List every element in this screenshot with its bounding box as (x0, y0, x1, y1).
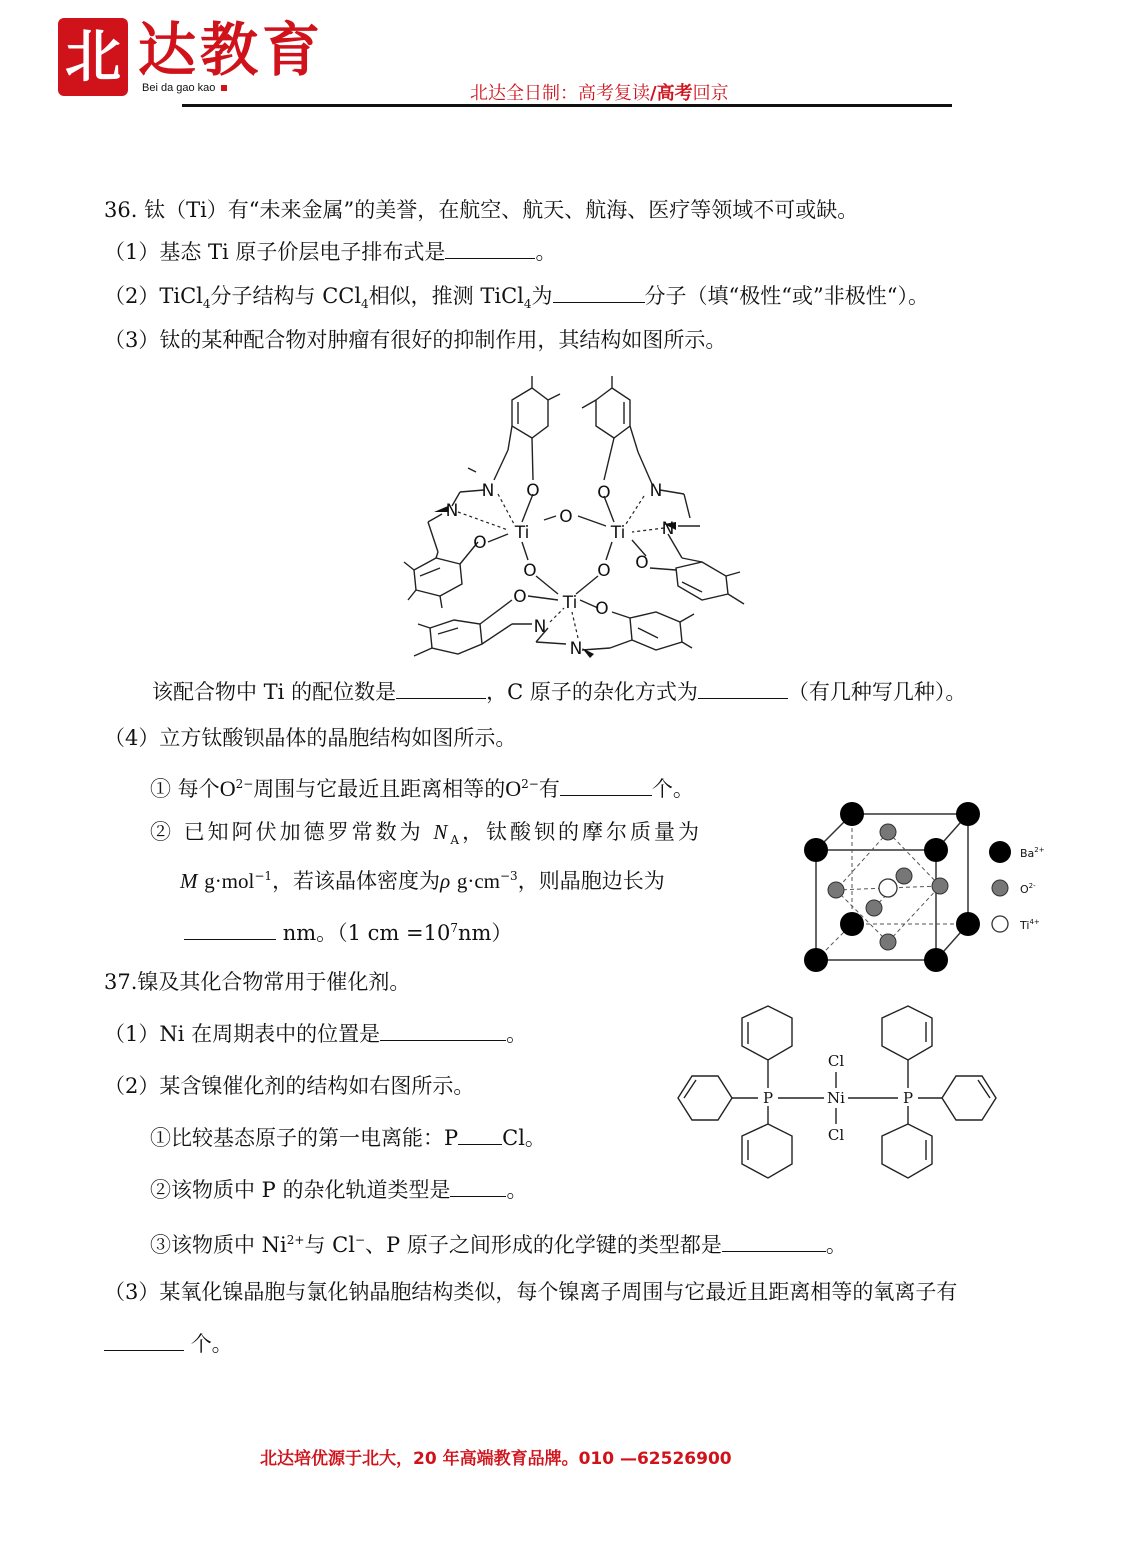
header-slogan: 北达全日制：高考复读/高考回京 (470, 83, 729, 104)
q37-part2-2: ②该物质中 P 的杂化轨道类型是 。 (150, 1178, 528, 1202)
atom-label: O (595, 599, 609, 619)
titanium-ion (879, 879, 897, 897)
atom-p: P (762, 1089, 774, 1107)
barium-titanate-unit-cell (790, 796, 1060, 980)
svg-text:O2-: $O^{2-}$ (1020, 882, 1036, 896)
atom-p: P (902, 1089, 914, 1107)
atom-label: N (661, 519, 675, 539)
atom-label: O (473, 533, 487, 553)
q36-stem: 36. 钛（Ti）有“未来金属”的美誉，在航空、航天、航海、医疗等领域不可或缺。 (104, 198, 859, 222)
q37-part3-answer: 个。 (104, 1330, 233, 1358)
footer-contact: 北达培优源于北大，20 年高端教育品牌。010 —62526900 (260, 1449, 732, 1469)
q36-part3-questions: 该配合物中 Ti 的配位数是 ，C 原子的杂化方式为 （有几种写几种）。 (152, 680, 967, 704)
q36-part4-2b: M g·mol$^{-1}$，若该晶体密度为ρ $g\cdot cm^{-3}$，则晶胞边长为 (180, 869, 665, 893)
q36-part4: （4）立方钛酸钡晶体的晶胞结构如图所示。 (104, 726, 517, 750)
q37-part2: （2）某含镍催化剂的结构如右图所示。 (104, 1074, 475, 1098)
header-rule (182, 104, 952, 107)
q37-part2-1: ①比较基态原子的第一电离能：P Cl。 (150, 1126, 546, 1150)
svg-text:Ba2+: $Ba^{2+}$ (1020, 846, 1045, 860)
atom-label: Ti (514, 523, 530, 543)
answer-blank[interactable] (458, 1124, 502, 1145)
legend-ti: Ti (1020, 919, 1030, 932)
logo-text: 达教育 (138, 16, 325, 84)
answer-blank[interactable] (445, 238, 535, 259)
atom-label: O (513, 587, 527, 607)
q36-part4-1: ① 每个$O^{2-}$周围与它最近且距离相等的$O^{2-}$有 个。 (150, 776, 694, 801)
atom-label: N (481, 481, 495, 501)
answer-blank[interactable] (450, 1176, 506, 1197)
logo-seal-char: 北 (65, 24, 121, 90)
atom-label: Ti (610, 523, 626, 543)
answer-blank[interactable] (560, 775, 652, 796)
atom-label: N (649, 481, 663, 501)
legend-ba: Ba (1020, 847, 1035, 860)
q36-part2: （2）TiCl$_4$分子结构与 CCl$_4$相似，推测 TiCl$_4$为 分子（填“极性“或”非极性“）。 (104, 284, 929, 312)
atom-label: N (569, 639, 583, 659)
atom-cl: Cl (827, 1126, 845, 1144)
atom-label: N (445, 501, 459, 521)
q36-part3: （3）钛的某种配合物对肿瘤有很好的抑制作用，其结构如图所示。 (104, 328, 727, 352)
logo-subtitle: Bei da gao kao (142, 82, 227, 94)
q36-part4-2a: ② 已知阿伏加德罗常数为 $N_A$，钛酸钡的摩尔质量为 (150, 820, 703, 848)
q37-part3: （3）某氧化镍晶胞与氯化钠晶胞结构类似，每个镍离子周围与它最近且距离相等的氧离子有 (104, 1280, 958, 1304)
answer-blank[interactable] (553, 282, 645, 303)
answer-blank[interactable] (184, 919, 276, 940)
atom-ni: Ni (827, 1089, 845, 1107)
cell-legend (989, 841, 1045, 932)
answer-blank[interactable] (722, 1231, 826, 1252)
atom-label: O (526, 481, 540, 501)
atom-label: O (559, 507, 573, 527)
q37-part1: （1）Ni 在周期表中的位置是 。 (104, 1022, 528, 1046)
logo-square-icon (221, 85, 227, 91)
answer-blank[interactable] (396, 678, 486, 699)
logo (58, 18, 130, 98)
atom-label: Ti (562, 593, 578, 613)
ti-complex-structure (400, 372, 760, 667)
atom-label: O (597, 483, 611, 503)
answer-blank[interactable] (104, 1330, 184, 1351)
svg-text:Ti4+: $Ti^{4+}$ (1020, 918, 1040, 932)
answer-blank[interactable] (380, 1020, 506, 1041)
atom-label: N (533, 617, 547, 637)
answer-blank[interactable] (698, 678, 788, 699)
atom-cl: Cl (827, 1052, 845, 1070)
q37-stem: 37.镍及其化合物常用于催化剂。 (104, 970, 411, 994)
nickel-complex-structure (672, 1004, 1008, 1190)
q36-part1: （1）基态 Ti 原子价层电子排布式是 。 (104, 240, 557, 264)
atom-label: O (523, 561, 537, 581)
atom-label: O (597, 561, 611, 581)
q37-part2-3: ③该物质中 $Ni^{2+}$与 Cl−、P 原子之间形成的化学键的类型都是 。 (150, 1233, 847, 1257)
legend-o: O (1020, 883, 1029, 896)
q36-part4-2c: nm。（1 cm $=10^7nm$） (184, 914, 512, 947)
atom-label: O (635, 553, 649, 573)
